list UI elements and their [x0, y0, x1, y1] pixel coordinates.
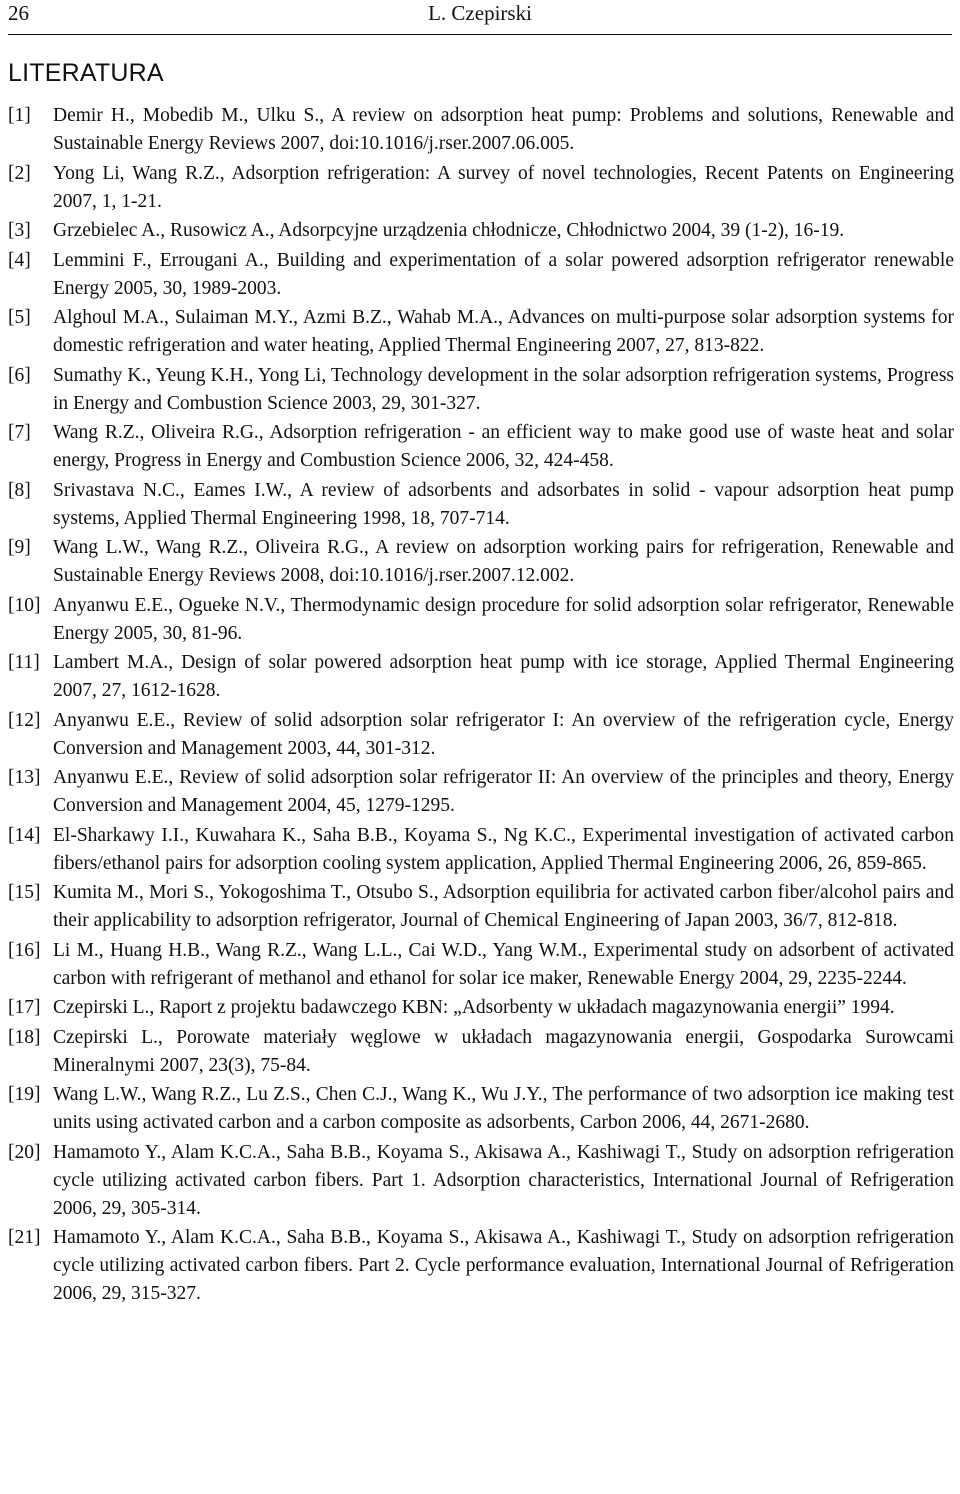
- reference-text: Alghoul M.A., Sulaiman M.Y., Azmi B.Z., Wahab M.A., Advances on multi-purpose solar adsorption systems for domestic refrigeration and water heating, Applied Thermal Engineering 2007, 27, 813-822.: [53, 307, 954, 356]
- reference-number: [5]: [8, 307, 31, 328]
- reference-number: [17]: [8, 997, 41, 1018]
- reference-number: [10]: [8, 594, 41, 616]
- reference-number: [20]: [8, 1141, 41, 1163]
- reference-number: [16]: [8, 939, 41, 961]
- page-header: [0, 0, 960, 40]
- reference-number: [11]: [8, 652, 40, 673]
- reference-number: [1]: [8, 105, 31, 126]
- reference-item: [8, 592, 954, 648]
- reference-item: [8, 1024, 954, 1080]
- reference-item: [8, 649, 954, 705]
- reference-item: [8, 477, 954, 533]
- reference-text: Hamamoto Y., Alam K.C.A., Saha B.B., Koyama S., Akisawa A., Kashiwagi T., Study on adsorption refrigeration cycle utilizing activated carbon fibers. Part 1. Adsorption characteristics, International Journal of Refrigeration 2006, 29, 305-314.: [53, 1141, 954, 1219]
- reference-text: Srivastava N.C., Eames I.W., A review of adsorbents and adsorbates in solid - vapour adsorption heat pump systems, Applied Thermal Engineering 1998, 18, 707-714.: [53, 479, 954, 529]
- reference-text: Anyanwu E.E., Review of solid adsorption solar refrigerator II: An overview of the principles and theory, Energy Conversion and Management 2004, 45, 1279-1295.: [53, 767, 954, 816]
- reference-number: [12]: [8, 709, 41, 731]
- reference-item: [8, 304, 954, 360]
- reference-number: [7]: [8, 422, 31, 443]
- reference-item: [8, 879, 954, 935]
- reference-item: [8, 1224, 954, 1308]
- reference-text: Li M., Huang H.B., Wang R.Z., Wang L.L., Cai W.D., Yang W.M., Experimental study on adsorbent of activated carbon with refrigerant of methanol and ethanol for solar ice maker, Renewable Energy 2004, 29, 2235-2244.: [53, 939, 954, 989]
- reference-text: Anyanwu E.E., Review of solid adsorption solar refrigerator I: An overview of the refrigeration cycle, Energy Conversion and Management 2003, 44, 301-312.: [53, 709, 954, 759]
- reference-item: [8, 994, 954, 1022]
- reference-item: [8, 534, 954, 590]
- reference-item: [8, 764, 954, 820]
- reference-item: [8, 217, 954, 245]
- reference-number: [21]: [8, 1227, 41, 1248]
- reference-text: Anyanwu E.E., Ogueke N.V., Thermodynamic design procedure for solid adsorption solar refrigerator, Renewable Energy 2005, 30, 81-96.: [53, 594, 954, 644]
- reference-number: [9]: [8, 537, 31, 558]
- reference-text: Demir H., Mobedib M., Ulku S., A review on adsorption heat pump: Problems and solutions, Renewable and Sustainable Energy Reviews 2007, doi:10.1016/j.rser.2007.06.005.: [53, 105, 954, 154]
- section-title: LITERATURA: [8, 59, 164, 87]
- reference-number: [6]: [8, 364, 31, 386]
- reference-text: Hamamoto Y., Alam K.C.A., Saha B.B., Koyama S., Akisawa A., Kashiwagi T., Study on adsorption refrigeration cycle utilizing activated carbon fibers. Part 2. Cycle performance evaluation, International Journal of Refrigeration 2006, 29, 315-327.: [53, 1227, 954, 1304]
- reference-text: Grzebielec A., Rusowicz A., Adsorpcyjne urządzenia chłodnicze, Chłodnictwo 2004, 39 (1-2), 16-19.: [53, 220, 845, 241]
- reference-text: Czepirski L., Porowate materiały węglowe w układach magazynowania energii, Gospodarka Surowcami Mineralnymi 2007, 23(3), 75-84.: [53, 1026, 954, 1076]
- reference-text: Lambert M.A., Design of solar powered adsorption heat pump with ice storage, Applied Thermal Engineering 2007, 27, 1612-1628.: [53, 652, 954, 701]
- reference-text: El-Sharkawy I.I., Kuwahara K., Saha B.B., Koyama S., Ng K.C., Experimental investigation of activated carbon fibers/ethanol pairs for adsorption cooling system application, Applied Thermal Engineering 2006, 26, 859-865.: [53, 824, 954, 874]
- reference-number: [2]: [8, 162, 31, 184]
- reference-number: [8]: [8, 479, 31, 501]
- reference-item: [8, 1081, 954, 1137]
- reference-text: Czepirski L., Raport z projektu badawczego KBN: „Adsorbenty w układach magazynowania energii” 1994.: [53, 997, 895, 1018]
- reference-item: [8, 937, 954, 993]
- reference-text: Lemmini F., Errougani A., Building and experimentation of a solar powered adsorption refrigerator renewable Energy 2005, 30, 1989-2003.: [53, 249, 954, 299]
- reference-number: [3]: [8, 220, 31, 241]
- reference-item: [8, 102, 954, 158]
- reference-number: [19]: [8, 1084, 41, 1105]
- reference-text: Wang L.W., Wang R.Z., Lu Z.S., Chen C.J., Wang K., Wu J.Y., The performance of two adsorption ice making test units using activated carbon and a carbon composite as adsorbents, Carbon 2006, 44, 2671-2680.: [53, 1084, 954, 1133]
- reference-number: [4]: [8, 249, 31, 271]
- reference-list: [8, 102, 954, 1310]
- reference-number: [15]: [8, 882, 41, 903]
- reference-number: [14]: [8, 824, 41, 846]
- reference-text: Wang L.W., Wang R.Z., Oliveira R.G., A review on adsorption working pairs for refrigeration, Renewable and Sustainable Energy Reviews 2008, doi:10.1016/j.rser.2007.12.002.: [53, 537, 954, 586]
- reference-text: Wang R.Z., Oliveira R.G., Adsorption refrigeration - an efficient way to make good use of waste heat and solar energy, Progress in Energy and Combustion Science 2006, 32, 424-458.: [53, 422, 954, 471]
- reference-item: [8, 822, 954, 878]
- page-number: 26: [8, 1, 29, 25]
- reference-item: [8, 160, 954, 216]
- reference-text: Yong Li, Wang R.Z., Adsorption refrigeration: A survey of novel technologies, Recent Patents on Engineering 2007, 1, 1-21.: [53, 162, 954, 212]
- reference-item: [8, 707, 954, 763]
- reference-item: [8, 362, 954, 418]
- header-rule: [8, 34, 952, 35]
- running-head: L. Czepirski: [428, 1, 532, 25]
- reference-item: [8, 247, 954, 303]
- reference-number: [13]: [8, 767, 41, 788]
- reference-item: [8, 419, 954, 475]
- reference-text: Kumita M., Mori S., Yokogoshima T., Otsubo S., Adsorption equilibria for activated carbon fiber/alcohol pairs and their applicability to adsorption refrigerator, Journal of Chemical Engineering of Japan 2003, 36/7, 812-818.: [53, 882, 954, 931]
- reference-text: Sumathy K., Yeung K.H., Yong Li, Technology development in the solar adsorption refrigeration systems, Progress in Energy and Combustion Science 2003, 29, 301-327.: [53, 364, 954, 414]
- reference-item: [8, 1139, 954, 1223]
- reference-number: [18]: [8, 1026, 41, 1048]
